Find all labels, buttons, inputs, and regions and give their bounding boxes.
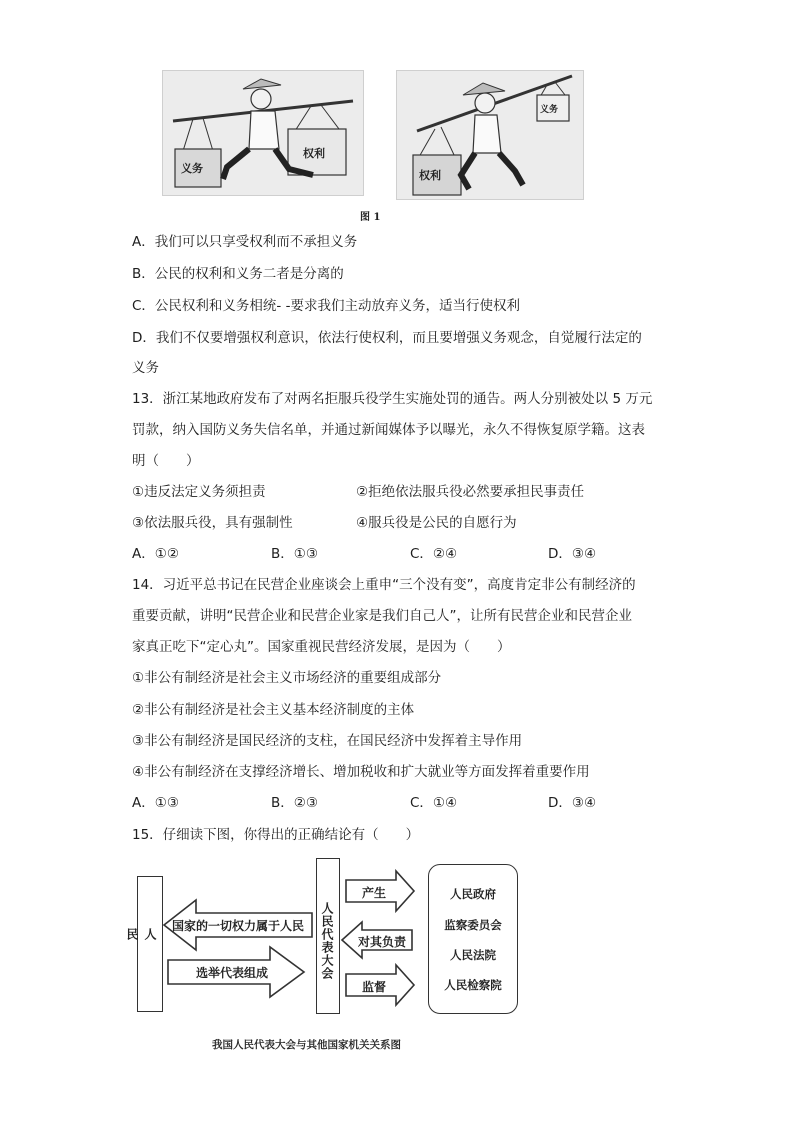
organ-court: 人民法院 [450,948,496,962]
produce-label: 产生 [362,886,387,900]
q15-stem: 15．仔细读下图，你得出的正确结论有（ ） [132,827,420,843]
q13-stem-line1: 13．浙江某地政府发布了对两名拒服兵役学生实施处罚的通告。两人分别被处以 5 万元 [132,391,653,407]
q13-item-2: ②拒绝依法服兵役必然要承担民事责任 [356,484,585,500]
right-cartoon-light-label: 义务 [540,105,559,115]
q14-item-4: ④非公有制经济在支撑经济增长、增加税收和扩大就业等方面发挥着重要作用 [132,764,590,780]
q13-item-4: ④服兵役是公民的自愿行为 [356,515,517,531]
q14-item-3: ③非公有制经济是国民经济的支柱，在国民经济中发挥着主导作用 [132,733,523,749]
q13-stem-line2: 罚款，纳入国防义务失信名单，并通过新闻媒体予以曝光，永久不得恢复原学籍。这表 [132,422,645,438]
figure1-caption: 图 1 [360,212,381,223]
q13-choice-c: C．②④ [410,546,458,562]
q14-item-2: ②非公有制经济是社会主义基本经济制度的主体 [132,702,415,718]
q14-item-1: ①非公有制经济是社会主义市场经济的重要组成部分 [132,670,442,686]
q13-choice-a: A．①② [132,546,179,562]
q14-stem-line2: 重要贡献，讲明“民营企业和民营企业家是我们自己人”，让所有民营企业和民营企业 [132,608,632,624]
q12-option-a: A．我们可以只享受权利而不承担义务 [132,234,358,250]
q13-item-3: ③依法服兵役，具有强制性 [132,515,293,531]
q14-choice-d: D．③④ [548,795,597,811]
q13-choice-d: D．③④ [548,546,597,562]
q13-stem-line3: 明（ ） [132,453,200,469]
people-label: 人民 [125,928,157,966]
right-basket-label: 权利 [303,147,325,160]
arrow-power-label: 国家的一切权力属于人民 [172,919,305,933]
q14-choice-c: C．①④ [410,795,458,811]
organ-procuratorate: 人民检察院 [444,978,502,992]
q14-choice-b: B．②③ [271,795,318,811]
organ-supervision-commission: 监察委员会 [444,918,502,932]
state-organs-box [428,864,518,1014]
q14-stem-line1: 14．习近平总书记在民营企业座谈会上重申“三个没有变”，高度肯定非公有制经济的 [132,577,636,593]
responsible-label: 对其负责 [358,935,407,949]
congress-label: 人民代表大会 [320,902,334,980]
right-cartoon-heavy-label: 权利 [419,169,441,182]
q14-stem-line3: 家真正吃下“定心丸”。国家重视民营经济发展，是因为（ ） [132,639,511,655]
left-basket-label: 义务 [181,162,203,175]
q12-option-d: D．我们不仅要增强权利意识，依法行使权利，而且要增强义务观念，自觉履行法定的 [132,330,642,346]
organ-government: 人民政府 [450,887,496,901]
q12-option-b: B．公民的权利和义务二者是分离的 [132,266,344,282]
q12-option-c: C．公民权利和义务相统- -要求我们主动放弃义务，适当行使权利 [132,298,520,314]
q14-choice-a: A．①③ [132,795,179,811]
q12-option-d-continued: 义务 [132,360,159,376]
q13-choice-b: B．①③ [271,546,318,562]
q13-item-1: ①违反法定义务须担责 [132,484,266,500]
arrow-elect-label: 选举代表组成 [196,966,269,980]
diagram-caption: 我国人民代表大会与其他国家机关关系图 [212,1039,401,1051]
supervise-label: 监督 [362,980,387,994]
